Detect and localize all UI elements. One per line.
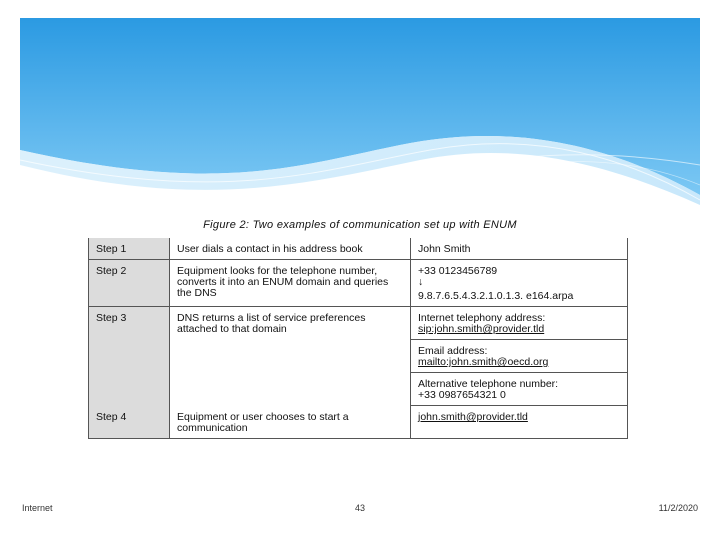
footer-date: 11/2/2020 bbox=[658, 503, 698, 513]
figure-title: Figure 2: Two examples of communication set up with ENUM bbox=[203, 219, 517, 231]
service-preference bbox=[411, 373, 628, 406]
page-number: 43 bbox=[354, 503, 365, 513]
step-result bbox=[411, 260, 628, 307]
preference-label: Email address: bbox=[418, 345, 488, 357]
sip-address-link[interactable]: sip:john.smith@provider.tld bbox=[418, 323, 545, 335]
table-row bbox=[89, 260, 628, 307]
step-description: DNS returns a list of service preferences attached to that domain bbox=[170, 307, 411, 406]
step-result bbox=[411, 406, 628, 439]
service-preference bbox=[411, 307, 628, 340]
header-banner bbox=[0, 0, 720, 240]
service-preference bbox=[411, 340, 628, 373]
table-row bbox=[89, 307, 628, 340]
step-description: Equipment or user chooses to start a communication bbox=[170, 406, 411, 439]
phone-number: +33 0123456789 bbox=[418, 265, 498, 277]
preference-label: Alternative telephone number: bbox=[418, 378, 559, 390]
step-label: Step 4 bbox=[89, 406, 170, 439]
table-row bbox=[89, 238, 628, 260]
enum-domain: 9.8.7.6.5.4.3.2.1.0.1.3. e164.arpa bbox=[418, 290, 574, 302]
enum-steps-table bbox=[88, 238, 628, 439]
footer-left-text: Internet bbox=[22, 503, 53, 513]
alt-phone-number: +33 0987654321 0 bbox=[418, 389, 506, 401]
preference-label: Internet telephony address: bbox=[418, 312, 546, 324]
step-description: User dials a contact in his address book bbox=[170, 238, 411, 260]
step-description: Equipment looks for the telephone number, converts it into an ENUM domain and queries the DNS bbox=[170, 260, 411, 307]
step-result bbox=[411, 238, 628, 260]
chosen-address-link[interactable]: john.smith@provider.tld bbox=[418, 411, 528, 423]
step-label: Step 2 bbox=[89, 260, 170, 307]
email-address-link[interactable]: mailto:john.smith@oecd.org bbox=[418, 356, 549, 368]
arrow-down-icon: ↓ bbox=[418, 276, 424, 288]
step-label: Step 1 bbox=[89, 238, 170, 260]
step-label: Step 3 bbox=[89, 307, 170, 406]
table-row bbox=[89, 406, 628, 439]
contact-name: John Smith bbox=[418, 243, 471, 255]
